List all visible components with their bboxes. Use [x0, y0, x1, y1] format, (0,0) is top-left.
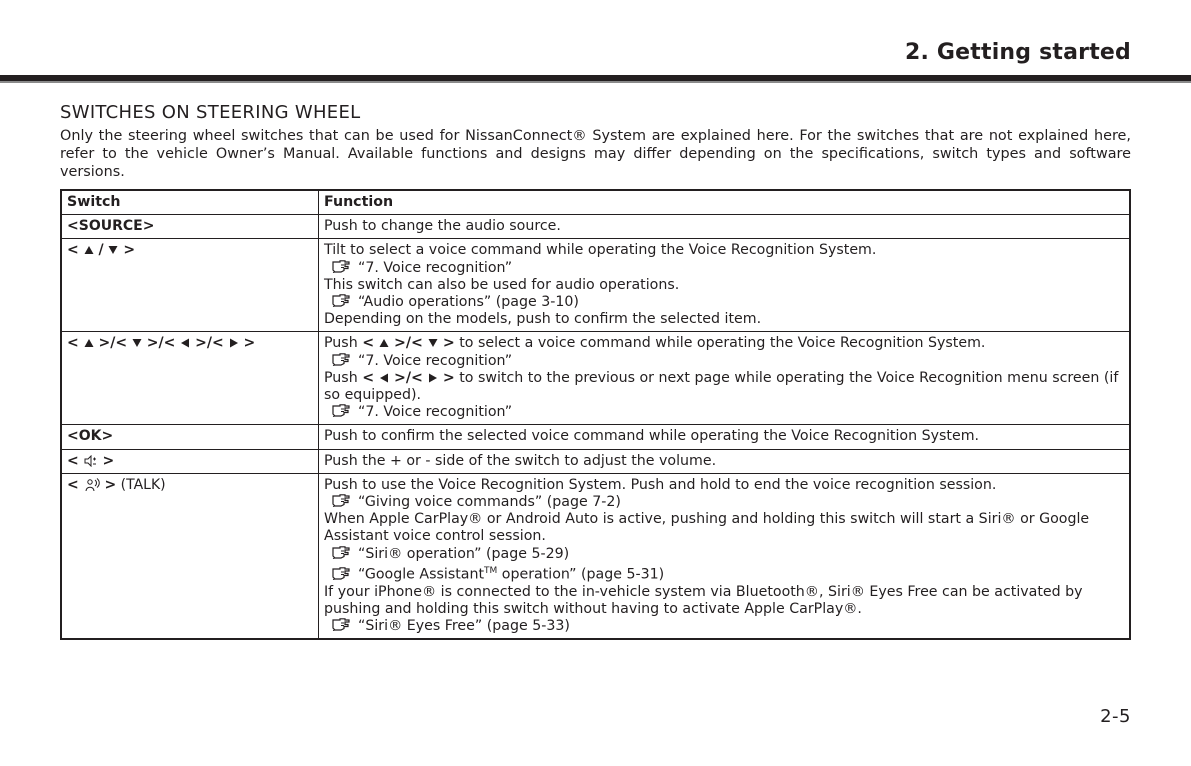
switch-ok: <OK> — [62, 425, 319, 448]
intro-paragraph: Only the steering wheel switches that can be used for NissanConnect® System are explained here. For the switches that are not explained here, refer to the vehicle Owner’s Manual. Available functions and designs may differ depending on the specifications, switch types and software versions. — [60, 128, 1131, 180]
table-row-source — [62, 214, 1129, 238]
header-switch: Switch — [62, 191, 319, 214]
talk-ref-1 — [324, 494, 1124, 511]
page-number: 2-5 — [1100, 706, 1131, 727]
table-row-tilt — [62, 238, 1129, 331]
ref-text: “7. Voice recognition” — [358, 404, 513, 421]
push4-ref-1 — [324, 353, 1124, 370]
ref-text: operation” (page 5-31) — [497, 566, 665, 583]
talk-line-1: Push to use the Voice Recognition System. Push and hold to end the voice recognition session. — [324, 476, 997, 493]
push4-ref-2 — [324, 404, 1124, 421]
table-row-volume — [62, 449, 1129, 473]
ref-text: “Google Assistant — [358, 566, 485, 583]
function-talk — [319, 474, 1129, 639]
header-function: Function — [324, 194, 394, 210]
triangle-up-icon — [379, 338, 389, 348]
table-row-talk — [62, 473, 1129, 639]
switch-talk: < > (TALK) — [62, 474, 319, 639]
table-row-push4 — [62, 331, 1129, 424]
reference-hand-icon — [332, 567, 354, 580]
reference-hand-icon — [332, 404, 354, 417]
triangle-left-icon — [379, 373, 389, 383]
ref-text: “7. Voice recognition” — [358, 352, 513, 369]
tilt-line-1: Tilt to select a voice command while operating the Voice Recognition System. — [324, 242, 877, 259]
ref-text: “Siri® operation” (page 5-29) — [358, 545, 570, 562]
tilt-ref-1 — [324, 260, 1124, 277]
triangle-right-icon — [229, 338, 239, 348]
ref-text: “Siri® Eyes Free” (page 5-33) — [358, 618, 570, 635]
triangle-down-icon — [428, 338, 438, 348]
tilt-ref-2 — [324, 294, 1124, 311]
section-title: SWITCHES ON STEERING WHEEL — [60, 102, 361, 123]
function-ok: Push to confirm the selected voice command while operating the Voice Recognition System. — [324, 428, 980, 445]
header-rule-shadow — [0, 81, 1191, 83]
function-tilt — [319, 239, 1129, 331]
triangle-right-icon — [428, 373, 438, 383]
push4-text-1: to select a voice command while operating the Voice Recognition System. — [459, 335, 986, 352]
ref-text: “7. Voice recognition” — [358, 259, 513, 276]
talk-label: (TALK) — [120, 476, 166, 493]
reference-hand-icon — [332, 494, 354, 507]
reference-hand-icon — [332, 260, 354, 273]
push-word: Push — [324, 335, 358, 352]
reference-hand-icon — [332, 294, 354, 307]
talk-ref-2 — [324, 546, 1124, 563]
switch-push4: < >/< >/< >/< > — [62, 332, 319, 424]
switch-volume: < > — [62, 450, 319, 473]
push4-text-2: to switch to the previous or next page while operating the Voice Recognition menu screen (if so equipped). — [324, 369, 1119, 404]
triangle-up-icon — [84, 245, 94, 255]
triangle-left-icon — [180, 338, 190, 348]
triangle-up-icon — [84, 338, 94, 348]
switch-table — [60, 189, 1131, 640]
triangle-down-icon — [108, 245, 118, 255]
table-header-row — [62, 191, 1129, 214]
volume-icon — [84, 455, 98, 467]
function-volume: Push the + or - side of the switch to adjust the volume. — [324, 452, 717, 469]
talk-line-2: When Apple CarPlay® or Android Auto is active, pushing and holding this switch will start a Siri® or Google Assistant voice control session. — [324, 511, 1090, 545]
push4-line-1: Push < >/< > to select a voice command while operating the Voice Recognition System. — [324, 335, 986, 352]
reference-hand-icon — [332, 353, 354, 366]
tilt-line-2: This switch can also be used for audio operations. — [324, 276, 680, 293]
push4-line-2: Push < >/< > to switch to the previous or next page while operating the Voice Recognition menu screen (if so equipped). — [324, 369, 1119, 404]
push-word: Push — [324, 369, 358, 386]
talk-ref-4 — [324, 618, 1124, 635]
switch-source: <SOURCE> — [62, 215, 319, 238]
talk-ref-3 — [324, 563, 1124, 584]
reference-hand-icon — [332, 618, 354, 631]
ref-text: “Audio operations” (page 3-10) — [358, 294, 579, 311]
ref-text: “Giving voice commands” (page 7-2) — [358, 494, 621, 511]
table-row-ok — [62, 424, 1129, 448]
reference-hand-icon — [332, 546, 354, 559]
chapter-title: 2. Getting started — [904, 40, 1131, 65]
switch-tilt: < / > — [62, 239, 319, 331]
function-push4 — [319, 332, 1129, 424]
tilt-line-3: Depending on the models, push to confirm the selected item. — [324, 311, 762, 328]
talk-line-3: If your iPhone® is connected to the in-vehicle system via Bluetooth®, Siri® Eyes Free can be activated by pushing and holding this switch without having to activate Apple CarPlay®. — [324, 583, 1083, 617]
function-source: Push to change the audio source. — [324, 218, 561, 235]
triangle-down-icon — [132, 338, 142, 348]
talk-icon — [84, 478, 100, 492]
trademark-sup: TM — [484, 565, 498, 576]
